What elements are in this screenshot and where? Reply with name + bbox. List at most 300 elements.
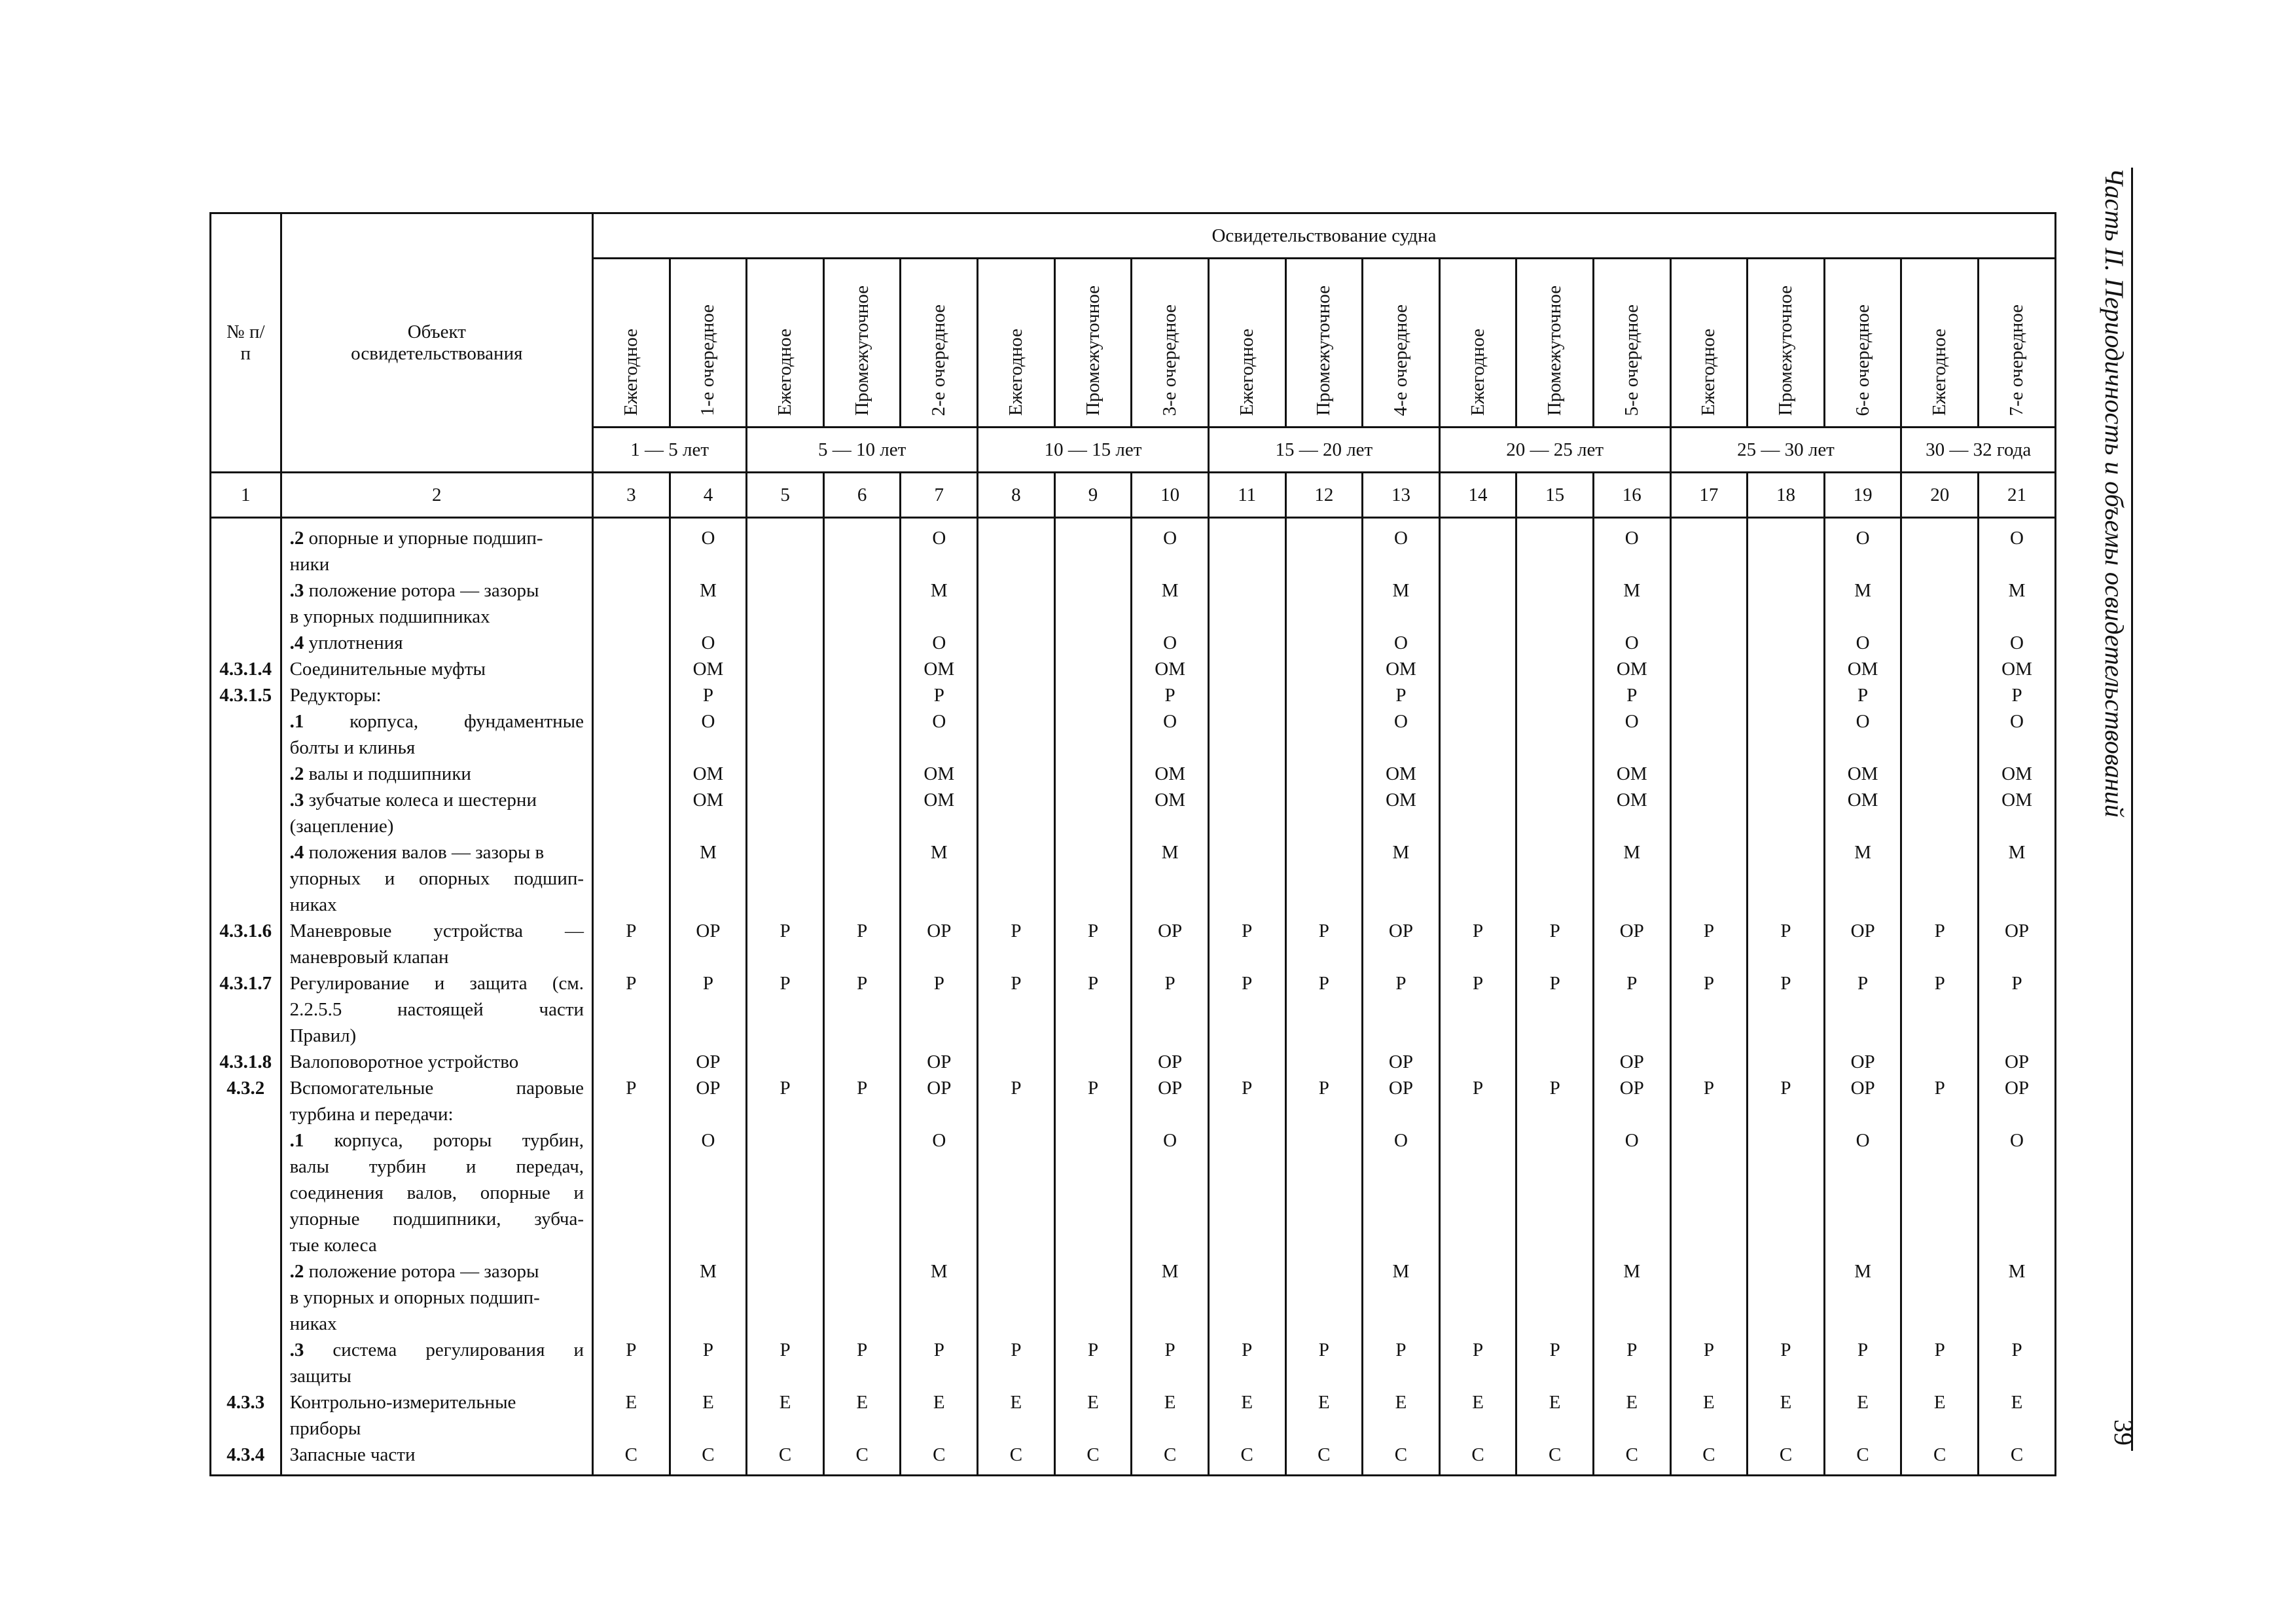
survey-mark: [1441, 525, 1516, 551]
column-number: 21: [1979, 473, 2056, 518]
survey-mark: [671, 1415, 746, 1442]
survey-mark: [1748, 1285, 1823, 1311]
period-header: 30 — 32 года: [1901, 428, 2056, 473]
survey-mark: [825, 813, 900, 839]
survey-mark: Р: [857, 1078, 868, 1099]
survey-mark: [1441, 551, 1516, 577]
survey-column-19: [1824, 518, 1901, 1476]
object-text: Маневровые устройства —: [289, 921, 584, 941]
survey-mark: [1210, 813, 1285, 839]
survey-mark: [1825, 551, 1901, 577]
survey-mark: Р: [1164, 1340, 1175, 1360]
survey-mark: [825, 1206, 900, 1232]
survey-mark: [594, 1180, 669, 1206]
subitem-marker: .3: [289, 790, 304, 811]
survey-mark: [1210, 787, 1285, 813]
survey-mark: [594, 577, 669, 604]
survey-mark: [1287, 1311, 1362, 1337]
object-text: (зацепление): [289, 816, 394, 837]
survey-mark: [901, 735, 977, 761]
object-text: защиты: [289, 1366, 351, 1387]
survey-mark: [1056, 1023, 1131, 1049]
survey-type-label: Промежуточное: [1774, 285, 1796, 416]
object-text: тые колеса: [289, 1235, 377, 1256]
survey-mark: [825, 525, 900, 551]
survey-mark: О: [701, 528, 715, 549]
survey-mark: Е: [2011, 1392, 2023, 1413]
survey-mark: [1287, 1232, 1362, 1258]
survey-mark: [747, 708, 823, 735]
survey-mark: [747, 1180, 823, 1206]
survey-mark: [671, 1180, 746, 1206]
survey-mark: [1517, 1127, 1592, 1154]
survey-mark: [1825, 1415, 1901, 1442]
item-number-column: [211, 518, 281, 1476]
survey-mark: [1672, 525, 1747, 551]
survey-mark: Е: [1164, 1392, 1176, 1413]
survey-mark: ОМ: [692, 790, 724, 811]
survey-mark: [594, 551, 669, 577]
survey-mark: [1056, 630, 1131, 656]
survey-mark: [1672, 577, 1747, 604]
survey-mark: Р: [1395, 1340, 1407, 1360]
survey-type-label: Промежуточное: [851, 285, 872, 416]
object-line: [282, 892, 592, 918]
survey-mark: [901, 1285, 977, 1311]
survey-mark: [825, 551, 900, 577]
survey-mark: ОР: [696, 1051, 721, 1072]
survey-mark: [978, 996, 1054, 1023]
survey-mark: Р: [1857, 685, 1869, 706]
survey-mark: [747, 892, 823, 918]
survey-mark: [1902, 1232, 1977, 1258]
survey-mark: С: [1394, 1444, 1408, 1465]
survey-mark: [825, 577, 900, 604]
survey-mark: [1517, 761, 1592, 787]
survey-mark: [1363, 1311, 1439, 1337]
survey-mark: [1672, 1049, 1747, 1075]
survey-mark: Р: [1011, 921, 1022, 941]
object-text: Запасные части: [289, 1444, 416, 1465]
survey-mark: [1287, 525, 1362, 551]
survey-mark: [978, 787, 1054, 813]
survey-mark: [594, 525, 669, 551]
survey-mark: [1287, 1415, 1362, 1442]
survey-mark: [1979, 944, 2054, 970]
survey-mark: [1902, 604, 1977, 630]
survey-mark: [1210, 1285, 1285, 1311]
survey-mark: Р: [1857, 1340, 1869, 1360]
survey-mark: [1594, 1023, 1670, 1049]
subitem-marker: .4: [289, 842, 304, 863]
survey-mark: [1748, 1180, 1823, 1206]
subitem-marker: .1: [289, 711, 304, 732]
item-number: 4.3.3: [226, 1392, 265, 1413]
survey-mark: М: [930, 842, 948, 863]
survey-mark: [1441, 787, 1516, 813]
survey-mark: [1594, 735, 1670, 761]
survey-mark: ОР: [2004, 921, 2030, 941]
survey-mark: [1672, 1311, 1747, 1337]
survey-mark: С: [778, 1444, 792, 1465]
survey-mark: Р: [1087, 921, 1099, 941]
survey-mark: [1441, 1232, 1516, 1258]
survey-mark: [978, 1415, 1054, 1442]
survey-mark: Е: [1318, 1392, 1330, 1413]
column-number: 1: [211, 473, 281, 518]
survey-mark: [1056, 1154, 1131, 1180]
survey-mark: О: [1624, 528, 1639, 549]
survey-mark: [1517, 656, 1592, 682]
survey-mark: [1825, 996, 1901, 1023]
survey-mark: [978, 1232, 1054, 1258]
item-number: [211, 1127, 280, 1154]
item-number: [211, 1101, 280, 1127]
survey-mark: [1287, 1285, 1362, 1311]
survey-mark: Р: [702, 1340, 714, 1360]
object-line: [282, 551, 592, 577]
survey-mark: О: [1624, 711, 1639, 732]
survey-mark: [1979, 1206, 2054, 1232]
survey-mark: [671, 892, 746, 918]
survey-mark: [747, 1258, 823, 1285]
survey-mark: [1210, 1415, 1285, 1442]
survey-mark: [978, 866, 1054, 892]
survey-mark: [1210, 1206, 1285, 1232]
survey-mark: Р: [1087, 1078, 1099, 1099]
survey-mark: [1441, 996, 1516, 1023]
survey-mark: [825, 1049, 900, 1075]
survey-mark: [1748, 1232, 1823, 1258]
survey-mark: [594, 1258, 669, 1285]
survey-mark: ОМ: [1155, 763, 1185, 784]
survey-mark: М: [930, 1261, 948, 1282]
survey-mark: [1902, 1101, 1977, 1127]
survey-mark: [1672, 1363, 1747, 1389]
survey-mark: [1979, 996, 2054, 1023]
survey-mark: [1210, 525, 1285, 551]
survey-mark: [1748, 525, 1823, 551]
survey-mark: [1517, 551, 1592, 577]
object-line: [282, 708, 592, 735]
survey-mark: [594, 1206, 669, 1232]
survey-mark: [747, 1285, 823, 1311]
period-header: 25 — 30 лет: [1670, 428, 1901, 473]
survey-mark: [978, 1258, 1054, 1285]
survey-mark: [1748, 1023, 1823, 1049]
survey-mark: С: [702, 1444, 715, 1465]
survey-mark: [1825, 1180, 1901, 1206]
survey-mark: [1594, 1232, 1670, 1258]
survey-mark: М: [1392, 580, 1410, 601]
survey-mark: [1979, 892, 2054, 918]
survey-mark: [1363, 1154, 1439, 1180]
item-number: [211, 1180, 280, 1206]
survey-mark: [1517, 1258, 1592, 1285]
object-line: [282, 787, 592, 813]
survey-type-label: Ежегодное: [1005, 328, 1026, 416]
item-number: [211, 577, 280, 604]
survey-mark: [1056, 944, 1131, 970]
column-number: 17: [1670, 473, 1748, 518]
survey-mark: [1517, 735, 1592, 761]
survey-mark: [1517, 892, 1592, 918]
survey-mark: [1517, 839, 1592, 866]
survey-mark: [1056, 577, 1131, 604]
survey-mark: [901, 1180, 977, 1206]
survey-mark: [1517, 1311, 1592, 1337]
survey-column-15: [1516, 518, 1594, 1476]
survey-mark: [747, 944, 823, 970]
survey-mark: [1902, 866, 1977, 892]
survey-mark: [1287, 1154, 1362, 1180]
survey-mark: Р: [1934, 921, 1945, 941]
survey-mark: [1902, 1206, 1977, 1232]
survey-mark: [1672, 1023, 1747, 1049]
survey-mark: [1441, 1101, 1516, 1127]
survey-mark: М: [2008, 1261, 2026, 1282]
col-object-header: Объект освидетельствования: [281, 213, 592, 473]
survey-mark: Р: [780, 973, 791, 994]
column-number: 20: [1901, 473, 1979, 518]
survey-mark: [1902, 525, 1977, 551]
survey-mark: ОМ: [2001, 659, 2032, 680]
survey-mark: [901, 604, 977, 630]
survey-mark: [1132, 604, 1208, 630]
survey-mark: [1517, 1415, 1592, 1442]
survey-type-label: 2-е очередное: [928, 304, 950, 416]
survey-mark: [978, 1206, 1054, 1232]
survey-mark: [1132, 1023, 1208, 1049]
object-line: [282, 970, 592, 996]
survey-mark: [978, 1101, 1054, 1127]
survey-mark: ОР: [1158, 1078, 1183, 1099]
survey-mark: О: [1393, 528, 1408, 549]
survey-type-header: [1516, 259, 1594, 428]
survey-mark: О: [2010, 632, 2024, 653]
survey-mark: [1748, 892, 1823, 918]
survey-mark: С: [1086, 1444, 1100, 1465]
survey-mark: Е: [1241, 1392, 1253, 1413]
object-line: [282, 1363, 592, 1389]
survey-mark: О: [932, 528, 946, 549]
survey-mark: [825, 996, 900, 1023]
survey-mark: [594, 1311, 669, 1337]
survey-mark: Р: [1703, 1340, 1714, 1360]
survey-mark: С: [1318, 1444, 1331, 1465]
survey-type-header: [1670, 259, 1748, 428]
survey-mark: [1902, 1127, 1977, 1154]
survey-group-header: Освидетельствование судна: [593, 213, 2056, 259]
survey-mark: [901, 813, 977, 839]
survey-mark: [594, 813, 669, 839]
survey-mark: С: [1240, 1444, 1253, 1465]
survey-mark: Р: [1318, 921, 1329, 941]
object-line: [282, 1049, 592, 1075]
survey-mark: [747, 551, 823, 577]
survey-mark: М: [1161, 842, 1179, 863]
object-text: упорных и опорных подшип-: [289, 868, 584, 889]
survey-mark: С: [1009, 1444, 1023, 1465]
survey-mark: Р: [626, 921, 637, 941]
survey-mark: [671, 1154, 746, 1180]
survey-mark: [1825, 944, 1901, 970]
survey-mark: Е: [1549, 1392, 1561, 1413]
object-text: Валоповоротное устройство: [289, 1051, 519, 1072]
survey-mark: О: [1856, 1130, 1870, 1151]
survey-mark: [1056, 1180, 1131, 1206]
survey-type-label: Ежегодное: [1698, 328, 1719, 416]
object-line: [282, 656, 592, 682]
survey-mark: [1210, 708, 1285, 735]
survey-mark: [747, 525, 823, 551]
object-line: [282, 1023, 592, 1049]
survey-mark: [1672, 735, 1747, 761]
object-line: [282, 1075, 592, 1101]
survey-mark: ОМ: [692, 763, 724, 784]
survey-mark: [1748, 682, 1823, 708]
survey-mark: М: [1161, 580, 1179, 601]
survey-mark: [1517, 1206, 1592, 1232]
survey-mark: [1748, 735, 1823, 761]
survey-mark: ОМ: [1616, 763, 1647, 784]
survey-mark: [1594, 996, 1670, 1023]
object-text: никах: [289, 894, 337, 915]
survey-mark: Р: [1472, 973, 1484, 994]
survey-mark: [1132, 944, 1208, 970]
survey-mark: [1441, 1415, 1516, 1442]
object-text: положения валов — зазоры в: [304, 842, 545, 863]
survey-mark: [671, 735, 746, 761]
survey-mark: М: [1623, 842, 1641, 863]
survey-mark: Р: [1857, 973, 1869, 994]
survey-mark: [594, 892, 669, 918]
survey-mark: [747, 604, 823, 630]
survey-mark: Р: [1626, 1340, 1638, 1360]
survey-mark: [1517, 1101, 1592, 1127]
survey-mark: Е: [1395, 1392, 1407, 1413]
survey-mark: [1363, 1180, 1439, 1206]
item-number: [211, 944, 280, 970]
survey-mark: [1672, 656, 1747, 682]
survey-mark: Р: [780, 921, 791, 941]
survey-type-header: [978, 259, 1055, 428]
object-line: [282, 1258, 592, 1285]
survey-mark: Р: [1011, 1340, 1022, 1360]
survey-mark: [1517, 604, 1592, 630]
survey-mark: С: [2010, 1444, 2024, 1465]
survey-type-header: [1439, 259, 1516, 428]
survey-mark: [825, 1154, 900, 1180]
object-text: Правил): [289, 1025, 357, 1046]
survey-mark: [1056, 551, 1131, 577]
survey-type-label: Ежегодное: [1467, 328, 1488, 416]
survey-mark: [1363, 1232, 1439, 1258]
item-number: [211, 551, 280, 577]
survey-column-6: [823, 518, 901, 1476]
survey-mark: [1979, 735, 2054, 761]
survey-mark: [1056, 996, 1131, 1023]
subitem-marker: .2: [289, 763, 304, 784]
survey-mark: [1132, 1363, 1208, 1389]
survey-mark: [1594, 1154, 1670, 1180]
survey-mark: [671, 1232, 746, 1258]
survey-mark: [1672, 1415, 1747, 1442]
subitem-marker: .2: [289, 528, 304, 549]
survey-mark: О: [1856, 528, 1870, 549]
survey-mark: [1594, 1285, 1670, 1311]
survey-mark: С: [1779, 1444, 1793, 1465]
survey-mark: ОМ: [1155, 790, 1185, 811]
survey-mark: ОМ: [692, 659, 724, 680]
survey-mark: Р: [1242, 921, 1253, 941]
object-line: [282, 1389, 592, 1415]
survey-mark: [825, 1023, 900, 1049]
survey-mark: [1594, 866, 1670, 892]
survey-mark: [1132, 1285, 1208, 1311]
survey-mark: Р: [1164, 685, 1175, 706]
survey-mark: Р: [702, 685, 714, 706]
item-number: [211, 1363, 280, 1389]
survey-mark: ОР: [1158, 1051, 1183, 1072]
survey-mark: [901, 1154, 977, 1180]
survey-mark: [1825, 1206, 1901, 1232]
survey-mark: [1287, 996, 1362, 1023]
survey-mark: Р: [1318, 1078, 1329, 1099]
survey-mark: ОМ: [2001, 790, 2032, 811]
object-line: [282, 604, 592, 630]
survey-mark: [978, 1311, 1054, 1337]
survey-mark: [978, 1285, 1054, 1311]
object-text: зубчатые колеса и шестерни: [304, 790, 537, 811]
survey-mark: [1056, 1415, 1131, 1442]
survey-mark: [594, 1154, 669, 1180]
survey-table: [209, 212, 2056, 1476]
survey-mark: [1902, 892, 1977, 918]
survey-mark: [901, 1363, 977, 1389]
survey-mark: [671, 551, 746, 577]
object-text: Редукторы:: [289, 685, 382, 706]
column-number: 2: [281, 473, 592, 518]
survey-mark: С: [855, 1444, 869, 1465]
survey-mark: [1748, 996, 1823, 1023]
survey-mark: [1210, 1127, 1285, 1154]
survey-mark: [1825, 1154, 1901, 1180]
survey-mark: Р: [1626, 685, 1638, 706]
survey-mark: [1210, 944, 1285, 970]
survey-mark: [1672, 866, 1747, 892]
survey-mark: [1287, 1049, 1362, 1075]
survey-mark: [1979, 813, 2054, 839]
survey-mark: С: [933, 1444, 946, 1465]
survey-mark: Р: [2011, 1340, 2022, 1360]
survey-mark: [1902, 944, 1977, 970]
survey-mark: ОР: [1850, 1051, 1875, 1072]
survey-mark: [1672, 944, 1747, 970]
survey-mark: [1210, 1049, 1285, 1075]
survey-mark: [1363, 735, 1439, 761]
survey-mark: [1287, 944, 1362, 970]
object-text: уплотнения: [304, 632, 403, 653]
survey-mark: [1210, 892, 1285, 918]
survey-mark: [1979, 1415, 2054, 1442]
object-line: [282, 1415, 592, 1442]
survey-type-label: Промежуточное: [1082, 285, 1103, 416]
survey-mark: М: [1623, 580, 1641, 601]
survey-mark: [1672, 813, 1747, 839]
survey-mark: [1441, 1127, 1516, 1154]
survey-mark: С: [624, 1444, 638, 1465]
